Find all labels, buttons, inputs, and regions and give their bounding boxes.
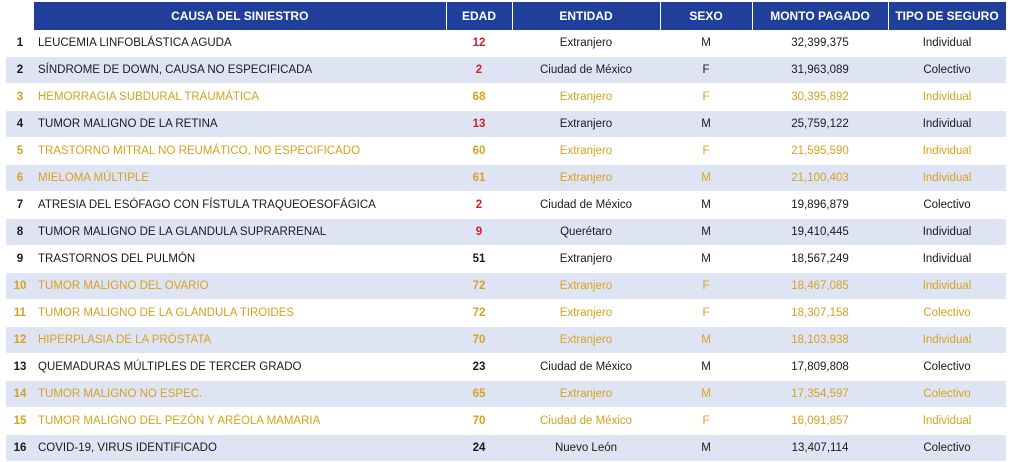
cell-sexo: M: [660, 246, 752, 273]
table-row: [6, 381, 1006, 408]
cell-sexo: M: [660, 219, 752, 246]
cell-monto: 21,100,403: [752, 165, 888, 192]
cell-causa: TRASTORNOS DEL PULMÓN: [34, 246, 446, 273]
cell-causa: TUMOR MALIGNO NO ESPEC.: [34, 381, 446, 408]
cell-causa: TRASTORNO MITRAL NO REUMÁTICO, NO ESPECIFICADO: [34, 138, 446, 165]
table-header: [6, 2, 1006, 30]
cell-monto: 19,410,445: [752, 219, 888, 246]
cell-tipo: Individual: [888, 219, 1006, 246]
header-edad: EDAD: [446, 2, 512, 30]
table-row: [6, 300, 1006, 327]
cell-entidad: Ciudad de México: [512, 57, 660, 84]
cell-monto: 25,759,122: [752, 111, 888, 138]
cell-entidad: Extranjero: [512, 30, 660, 57]
cell-causa: TUMOR MALIGNO DEL PEZÓN Y ARÉOLA MAMARIA: [34, 408, 446, 435]
cell-monto: 18,467,085: [752, 273, 888, 300]
cell-edad: 70: [446, 408, 512, 435]
row-number: 16: [6, 435, 34, 462]
row-number: 8: [6, 219, 34, 246]
header-tipo: TIPO DE SEGURO: [888, 2, 1006, 30]
row-number: 6: [6, 165, 34, 192]
cell-causa: TUMOR MALIGNO DE LA GLÁNDULA TIROIDES: [34, 300, 446, 327]
cell-entidad: Querétaro: [512, 219, 660, 246]
cell-entidad: Nuevo León: [512, 435, 660, 462]
row-number: 5: [6, 138, 34, 165]
table-row: [6, 57, 1006, 84]
cell-causa: TUMOR MALIGNO DE LA RETINA: [34, 111, 446, 138]
cell-monto: 18,103,938: [752, 327, 888, 354]
cell-causa: COVID-19, VIRUS IDENTIFICADO: [34, 435, 446, 462]
cell-tipo: Individual: [888, 84, 1006, 111]
cell-entidad: Extranjero: [512, 327, 660, 354]
cell-tipo: Individual: [888, 246, 1006, 273]
header-index: [6, 2, 34, 30]
table-row: [6, 138, 1006, 165]
cell-causa: SÍNDROME DE DOWN, CAUSA NO ESPECIFICADA: [34, 57, 446, 84]
cell-entidad: Extranjero: [512, 84, 660, 111]
cell-tipo: Individual: [888, 408, 1006, 435]
cell-edad: 72: [446, 300, 512, 327]
cell-monto: 31,963,089: [752, 57, 888, 84]
cell-monto: 32,399,375: [752, 30, 888, 57]
cell-causa: MIELOMA MÚLTIPLE: [34, 165, 446, 192]
cell-monto: 18,307,158: [752, 300, 888, 327]
cell-entidad: Ciudad de México: [512, 192, 660, 219]
cell-tipo: Individual: [888, 111, 1006, 138]
table-row: [6, 84, 1006, 111]
row-number: 2: [6, 57, 34, 84]
row-number: 14: [6, 381, 34, 408]
cell-entidad: Extranjero: [512, 165, 660, 192]
cell-sexo: F: [660, 57, 752, 84]
cell-monto: 17,354,597: [752, 381, 888, 408]
cell-tipo: Colectivo: [888, 381, 1006, 408]
cell-causa: HIPERPLASIA DE LA PRÓSTATA: [34, 327, 446, 354]
header-sexo: SEXO: [660, 2, 752, 30]
cell-monto: 13,407,114: [752, 435, 888, 462]
table-row: [6, 219, 1006, 246]
row-number: 1: [6, 30, 34, 57]
cell-edad: 13: [446, 111, 512, 138]
cell-causa: LEUCEMIA LINFOBLÁSTICA AGUDA: [34, 30, 446, 57]
cell-entidad: Extranjero: [512, 273, 660, 300]
cell-entidad: Ciudad de México: [512, 408, 660, 435]
table-row: [6, 273, 1006, 300]
cell-sexo: F: [660, 273, 752, 300]
table-row: [6, 408, 1006, 435]
cell-sexo: M: [660, 111, 752, 138]
cell-causa: TUMOR MALIGNO DEL OVARIO: [34, 273, 446, 300]
cell-sexo: M: [660, 192, 752, 219]
cell-edad: 2: [446, 192, 512, 219]
header-monto: MONTO PAGADO: [752, 2, 888, 30]
cell-edad: 12: [446, 30, 512, 57]
cell-sexo: M: [660, 165, 752, 192]
table-row: [6, 435, 1006, 462]
header-causa: CAUSA DEL SINIESTRO: [34, 2, 446, 30]
cell-tipo: Individual: [888, 273, 1006, 300]
cell-sexo: M: [660, 435, 752, 462]
cell-monto: 17,809,808: [752, 354, 888, 381]
cell-sexo: M: [660, 30, 752, 57]
row-number: 4: [6, 111, 34, 138]
cell-edad: 9: [446, 219, 512, 246]
cell-tipo: Colectivo: [888, 300, 1006, 327]
cell-entidad: Extranjero: [512, 138, 660, 165]
table-body: [6, 30, 1006, 462]
cell-causa: QUEMADURAS MÚLTIPLES DE TERCER GRADO: [34, 354, 446, 381]
cell-sexo: F: [660, 138, 752, 165]
cell-tipo: Individual: [888, 327, 1006, 354]
row-number: 11: [6, 300, 34, 327]
row-number: 10: [6, 273, 34, 300]
cell-tipo: Colectivo: [888, 435, 1006, 462]
cell-tipo: Individual: [888, 138, 1006, 165]
cell-sexo: M: [660, 327, 752, 354]
cell-entidad: Extranjero: [512, 246, 660, 273]
cell-edad: 51: [446, 246, 512, 273]
row-number: 3: [6, 84, 34, 111]
row-number: 9: [6, 246, 34, 273]
cell-edad: 65: [446, 381, 512, 408]
cell-monto: 21,595,590: [752, 138, 888, 165]
cell-entidad: Ciudad de México: [512, 354, 660, 381]
cell-entidad: Extranjero: [512, 300, 660, 327]
cell-sexo: F: [660, 84, 752, 111]
cell-tipo: Colectivo: [888, 354, 1006, 381]
cell-tipo: Colectivo: [888, 57, 1006, 84]
cell-tipo: Individual: [888, 30, 1006, 57]
cell-sexo: F: [660, 408, 752, 435]
cell-edad: 72: [446, 273, 512, 300]
cell-monto: 19,896,879: [752, 192, 888, 219]
cell-causa: ATRESIA DEL ESÓFAGO CON FÍSTULA TRAQUEOESOFÁGICA: [34, 192, 446, 219]
cell-sexo: M: [660, 381, 752, 408]
header-entidad: ENTIDAD: [512, 2, 660, 30]
cell-edad: 61: [446, 165, 512, 192]
table-row: [6, 327, 1006, 354]
cell-edad: 2: [446, 57, 512, 84]
cell-monto: 18,567,249: [752, 246, 888, 273]
cell-tipo: Colectivo: [888, 192, 1006, 219]
row-number: 15: [6, 408, 34, 435]
row-number: 7: [6, 192, 34, 219]
cell-edad: 60: [446, 138, 512, 165]
cell-edad: 70: [446, 327, 512, 354]
cell-causa: TUMOR MALIGNO DE LA GLANDULA SUPRARRENAL: [34, 219, 446, 246]
claims-table: [6, 2, 1007, 462]
cell-sexo: F: [660, 300, 752, 327]
cell-entidad: Extranjero: [512, 381, 660, 408]
cell-edad: 24: [446, 435, 512, 462]
cell-edad: 23: [446, 354, 512, 381]
row-number: 12: [6, 327, 34, 354]
table-row: [6, 354, 1006, 381]
cell-causa: HEMORRAGIA SUBDURAL TRAUMÁTICA: [34, 84, 446, 111]
row-number: 13: [6, 354, 34, 381]
cell-entidad: Extranjero: [512, 111, 660, 138]
table-row: [6, 30, 1006, 57]
table-row: [6, 246, 1006, 273]
table-row: [6, 165, 1006, 192]
cell-sexo: M: [660, 354, 752, 381]
cell-edad: 68: [446, 84, 512, 111]
cell-tipo: Individual: [888, 165, 1006, 192]
table-row: [6, 111, 1006, 138]
cell-monto: 16,091,857: [752, 408, 888, 435]
table-row: [6, 192, 1006, 219]
cell-monto: 30,395,892: [752, 84, 888, 111]
